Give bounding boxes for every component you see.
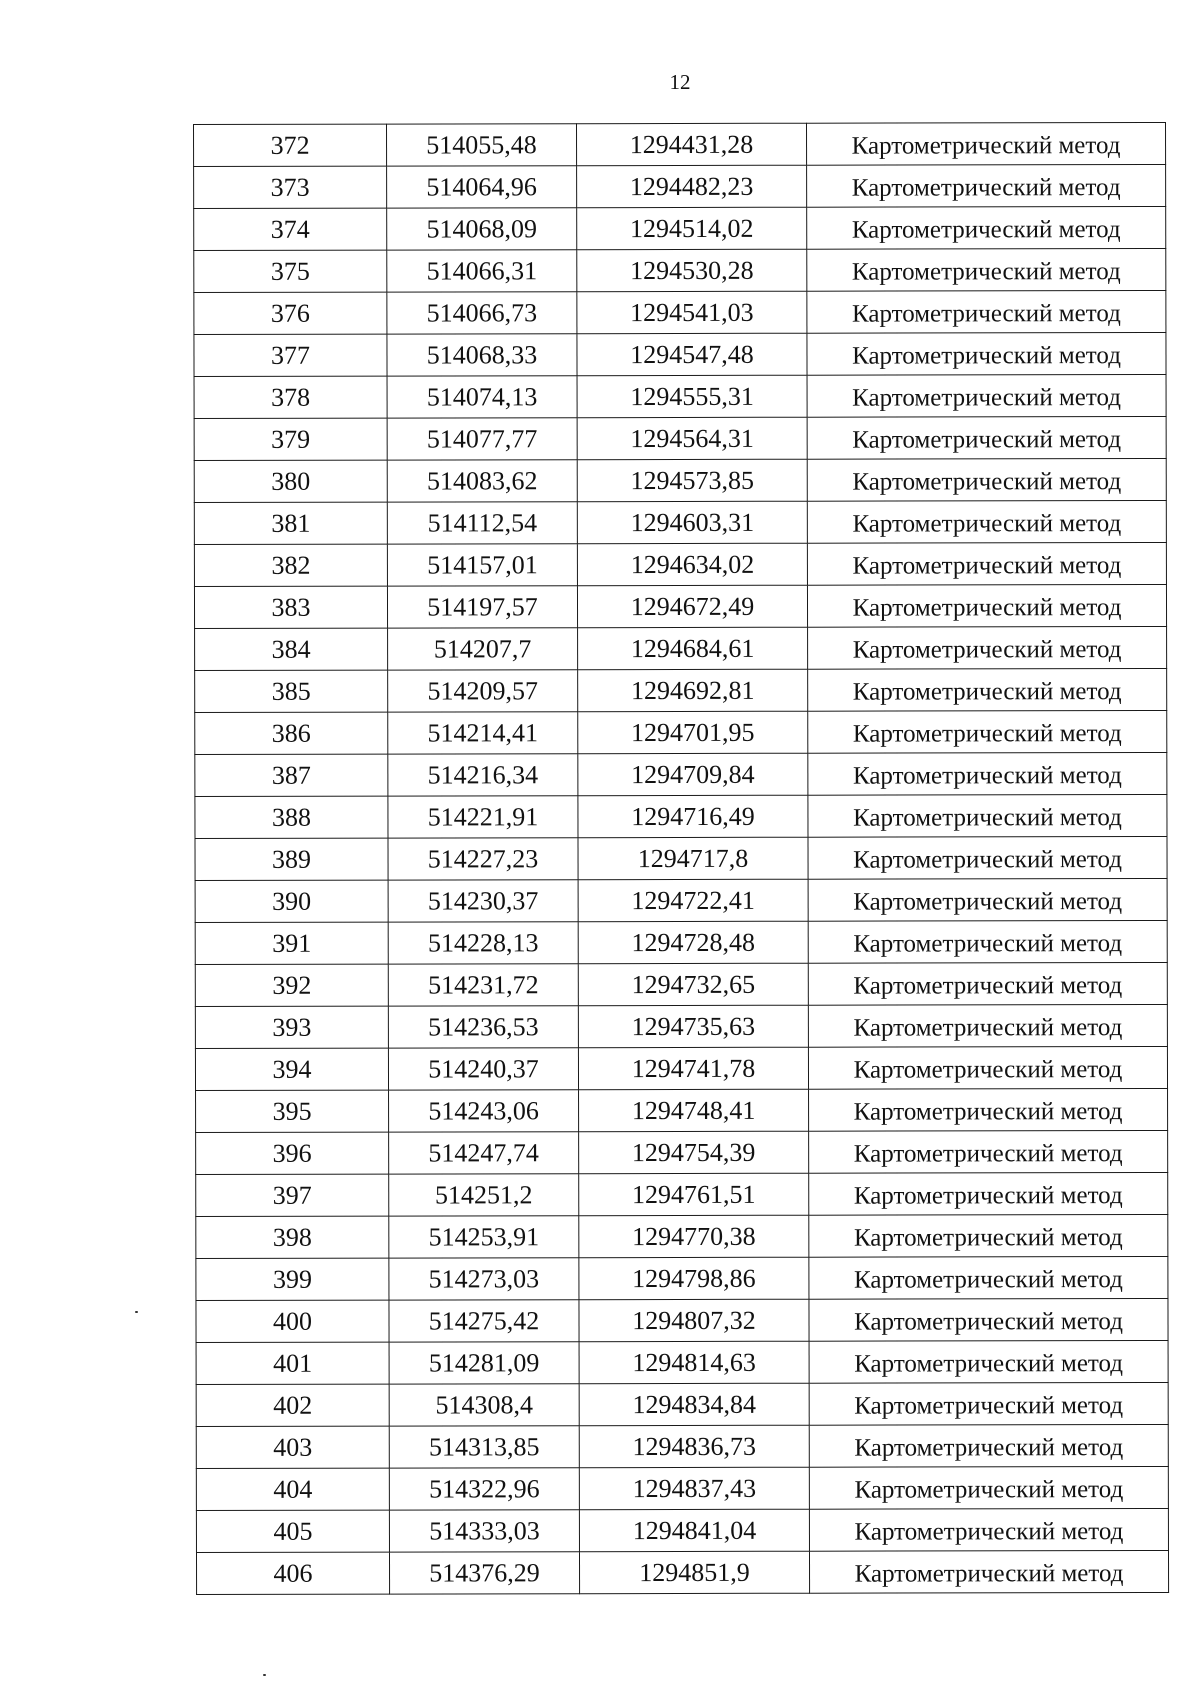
method-cell: Картометрический метод (808, 962, 1167, 1005)
table-row (196, 1088, 1168, 1132)
point-number-cell: 392 (195, 964, 388, 1006)
x-coordinate-cell: 514227,23 (388, 838, 578, 880)
method-cell: Картометрический метод (809, 1130, 1168, 1173)
point-number-cell: 388 (195, 796, 388, 838)
x-coordinate-cell: 514231,72 (388, 964, 578, 1006)
table-row (194, 500, 1166, 544)
x-coordinate-cell: 514376,29 (389, 1552, 579, 1594)
method-cell: Картометрический метод (807, 374, 1166, 417)
table-row (195, 710, 1167, 754)
point-number-cell: 384 (195, 628, 388, 670)
point-number-cell: 376 (194, 292, 387, 334)
point-number-cell: 383 (194, 586, 387, 628)
method-cell: Картометрический метод (808, 626, 1167, 669)
method-cell: Картометрический метод (806, 122, 1165, 165)
x-coordinate-cell: 514112,54 (387, 502, 577, 544)
y-coordinate-cell: 1294514,02 (577, 207, 807, 249)
method-cell: Картометрический метод (807, 290, 1166, 333)
x-coordinate-cell: 514228,13 (388, 922, 578, 964)
point-number-cell: 374 (194, 208, 387, 250)
y-coordinate-cell: 1294732,65 (578, 963, 808, 1005)
method-cell: Картометрический метод (807, 542, 1166, 585)
table-row (196, 1424, 1168, 1468)
point-number-cell: 405 (196, 1510, 389, 1552)
point-number-cell: 375 (194, 250, 387, 292)
x-coordinate-cell: 514230,37 (388, 880, 578, 922)
table-row (194, 332, 1166, 376)
method-cell: Картометрический метод (807, 416, 1166, 459)
x-coordinate-cell: 514209,57 (388, 670, 578, 712)
table-row (196, 1172, 1168, 1216)
table-row (195, 1046, 1167, 1090)
point-number-cell: 395 (196, 1090, 389, 1132)
method-cell: Картометрический метод (809, 1466, 1168, 1509)
table-row (194, 206, 1166, 250)
coordinates-table-body (194, 122, 1169, 1594)
table-row (195, 626, 1167, 670)
point-number-cell: 377 (194, 334, 387, 376)
x-coordinate-cell: 514055,48 (387, 124, 577, 166)
table-row (196, 1256, 1168, 1300)
point-number-cell: 378 (194, 376, 387, 418)
table-row (194, 164, 1166, 208)
x-coordinate-cell: 514157,01 (387, 544, 577, 586)
y-coordinate-cell: 1294603,31 (577, 501, 807, 543)
page-number: 12 (669, 70, 691, 94)
x-coordinate-cell: 514240,37 (388, 1048, 578, 1090)
x-coordinate-cell: 514313,85 (389, 1426, 579, 1468)
table-row (196, 1466, 1168, 1510)
y-coordinate-cell: 1294547,48 (577, 333, 807, 375)
x-coordinate-cell: 514197,57 (387, 586, 577, 628)
method-cell: Картометрический метод (809, 1382, 1168, 1425)
method-cell: Картометрический метод (808, 668, 1167, 711)
method-cell: Картометрический метод (809, 1508, 1168, 1551)
point-number-cell: 389 (195, 838, 388, 880)
table-row (196, 1508, 1168, 1552)
x-coordinate-cell: 514281,09 (389, 1342, 579, 1384)
table-row (194, 542, 1166, 586)
table-row (195, 668, 1167, 712)
table-row (194, 248, 1166, 292)
method-cell: Картометрический метод (808, 794, 1167, 837)
y-coordinate-cell: 1294837,43 (579, 1467, 809, 1509)
point-number-cell: 385 (195, 670, 388, 712)
method-cell: Картометрический метод (807, 206, 1166, 249)
point-number-cell: 398 (196, 1216, 389, 1258)
table-row (196, 1130, 1168, 1174)
point-number-cell: 390 (195, 880, 388, 922)
y-coordinate-cell: 1294814,63 (579, 1341, 809, 1383)
point-number-cell: 391 (195, 922, 388, 964)
x-coordinate-cell: 514236,53 (388, 1006, 578, 1048)
method-cell: Картометрический метод (809, 1256, 1168, 1299)
table-row (194, 122, 1166, 166)
y-coordinate-cell: 1294851,9 (579, 1551, 809, 1593)
table-row (194, 458, 1166, 502)
method-cell: Картометрический метод (808, 920, 1167, 963)
point-number-cell: 381 (194, 502, 387, 544)
point-number-cell: 401 (196, 1342, 389, 1384)
point-number-cell: 373 (194, 166, 387, 208)
y-coordinate-cell: 1294717,8 (578, 837, 808, 879)
table-row (196, 1550, 1168, 1594)
point-number-cell: 403 (196, 1426, 389, 1468)
y-coordinate-cell: 1294431,28 (577, 123, 807, 165)
point-number-cell: 372 (194, 124, 387, 166)
method-cell: Картометрический метод (808, 836, 1167, 879)
y-coordinate-cell: 1294482,23 (577, 165, 807, 207)
y-coordinate-cell: 1294754,39 (579, 1131, 809, 1173)
method-cell: Картометрический метод (809, 1172, 1168, 1215)
table-row (196, 1382, 1168, 1426)
x-coordinate-cell: 514066,31 (387, 250, 577, 292)
method-cell: Картометрический метод (807, 458, 1166, 501)
scan-speck (263, 1674, 266, 1676)
y-coordinate-cell: 1294573,85 (577, 459, 807, 501)
table-row (194, 374, 1166, 418)
y-coordinate-cell: 1294741,78 (578, 1047, 808, 1089)
point-number-cell: 382 (194, 544, 387, 586)
x-coordinate-cell: 514064,96 (387, 166, 577, 208)
method-cell: Картометрический метод (807, 584, 1166, 627)
point-number-cell: 402 (196, 1384, 389, 1426)
x-coordinate-cell: 514273,03 (389, 1258, 579, 1300)
y-coordinate-cell: 1294735,63 (578, 1005, 808, 1047)
table-row (195, 794, 1167, 838)
table-row (195, 836, 1167, 880)
method-cell: Картометрический метод (809, 1088, 1168, 1131)
x-coordinate-cell: 514333,03 (389, 1510, 579, 1552)
method-cell: Картометрический метод (809, 1550, 1168, 1593)
y-coordinate-cell: 1294834,84 (579, 1383, 809, 1425)
x-coordinate-cell: 514216,34 (388, 754, 578, 796)
x-coordinate-cell: 514066,73 (387, 292, 577, 334)
x-coordinate-cell: 514083,62 (387, 460, 577, 502)
y-coordinate-cell: 1294841,04 (579, 1509, 809, 1551)
x-coordinate-cell: 514251,2 (389, 1174, 579, 1216)
y-coordinate-cell: 1294770,38 (579, 1215, 809, 1257)
point-number-cell: 394 (195, 1048, 388, 1090)
y-coordinate-cell: 1294564,31 (577, 417, 807, 459)
x-coordinate-cell: 514068,33 (387, 334, 577, 376)
y-coordinate-cell: 1294530,28 (577, 249, 807, 291)
method-cell: Картометрический метод (807, 332, 1166, 375)
x-coordinate-cell: 514221,91 (388, 796, 578, 838)
method-cell: Картометрический метод (807, 500, 1166, 543)
coordinates-table (193, 122, 1169, 1595)
method-cell: Картометрический метод (808, 710, 1167, 753)
y-coordinate-cell: 1294672,49 (577, 585, 807, 627)
point-number-cell: 406 (196, 1552, 389, 1594)
point-number-cell: 399 (196, 1258, 389, 1300)
y-coordinate-cell: 1294798,86 (579, 1257, 809, 1299)
y-coordinate-cell: 1294709,84 (578, 753, 808, 795)
table-row (195, 1004, 1167, 1048)
y-coordinate-cell: 1294836,73 (579, 1425, 809, 1467)
x-coordinate-cell: 514068,09 (387, 208, 577, 250)
method-cell: Картометрический метод (809, 1214, 1168, 1257)
y-coordinate-cell: 1294748,41 (579, 1089, 809, 1131)
y-coordinate-cell: 1294541,03 (577, 291, 807, 333)
point-number-cell: 397 (196, 1174, 389, 1216)
method-cell: Картометрический метод (809, 1424, 1168, 1467)
method-cell: Картометрический метод (808, 878, 1167, 921)
y-coordinate-cell: 1294555,31 (577, 375, 807, 417)
scan-speck (135, 1311, 138, 1313)
point-number-cell: 393 (195, 1006, 388, 1048)
point-number-cell: 386 (195, 712, 388, 754)
method-cell: Картометрический метод (808, 1004, 1167, 1047)
x-coordinate-cell: 514275,42 (389, 1300, 579, 1342)
y-coordinate-cell: 1294684,61 (578, 627, 808, 669)
x-coordinate-cell: 514247,74 (389, 1132, 579, 1174)
table-row (195, 920, 1167, 964)
x-coordinate-cell: 514077,77 (387, 418, 577, 460)
y-coordinate-cell: 1294701,95 (578, 711, 808, 753)
table-row (195, 752, 1167, 796)
y-coordinate-cell: 1294716,49 (578, 795, 808, 837)
method-cell: Картометрический метод (809, 1298, 1168, 1341)
y-coordinate-cell: 1294722,41 (578, 879, 808, 921)
x-coordinate-cell: 514207,7 (388, 628, 578, 670)
point-number-cell: 396 (196, 1132, 389, 1174)
table-row (195, 962, 1167, 1006)
table-row (194, 416, 1166, 460)
y-coordinate-cell: 1294761,51 (579, 1173, 809, 1215)
x-coordinate-cell: 514074,13 (387, 376, 577, 418)
x-coordinate-cell: 514243,06 (389, 1090, 579, 1132)
table-row (195, 878, 1167, 922)
y-coordinate-cell: 1294692,81 (578, 669, 808, 711)
point-number-cell: 380 (194, 460, 387, 502)
x-coordinate-cell: 514214,41 (388, 712, 578, 754)
y-coordinate-cell: 1294728,48 (578, 921, 808, 963)
method-cell: Картометрический метод (808, 752, 1167, 795)
y-coordinate-cell: 1294807,32 (579, 1299, 809, 1341)
table-row (196, 1214, 1168, 1258)
x-coordinate-cell: 514253,91 (389, 1216, 579, 1258)
point-number-cell: 404 (196, 1468, 389, 1510)
x-coordinate-cell: 514308,4 (389, 1384, 579, 1426)
table-row (194, 290, 1166, 334)
method-cell: Картометрический метод (808, 1046, 1167, 1089)
table-row (196, 1340, 1168, 1384)
method-cell: Картометрический метод (807, 164, 1166, 207)
x-coordinate-cell: 514322,96 (389, 1468, 579, 1510)
point-number-cell: 400 (196, 1300, 389, 1342)
method-cell: Картометрический метод (809, 1340, 1168, 1383)
y-coordinate-cell: 1294634,02 (577, 543, 807, 585)
table-row (196, 1298, 1168, 1342)
table-row (194, 584, 1166, 628)
point-number-cell: 387 (195, 754, 388, 796)
method-cell: Картометрический метод (807, 248, 1166, 291)
point-number-cell: 379 (194, 418, 387, 460)
